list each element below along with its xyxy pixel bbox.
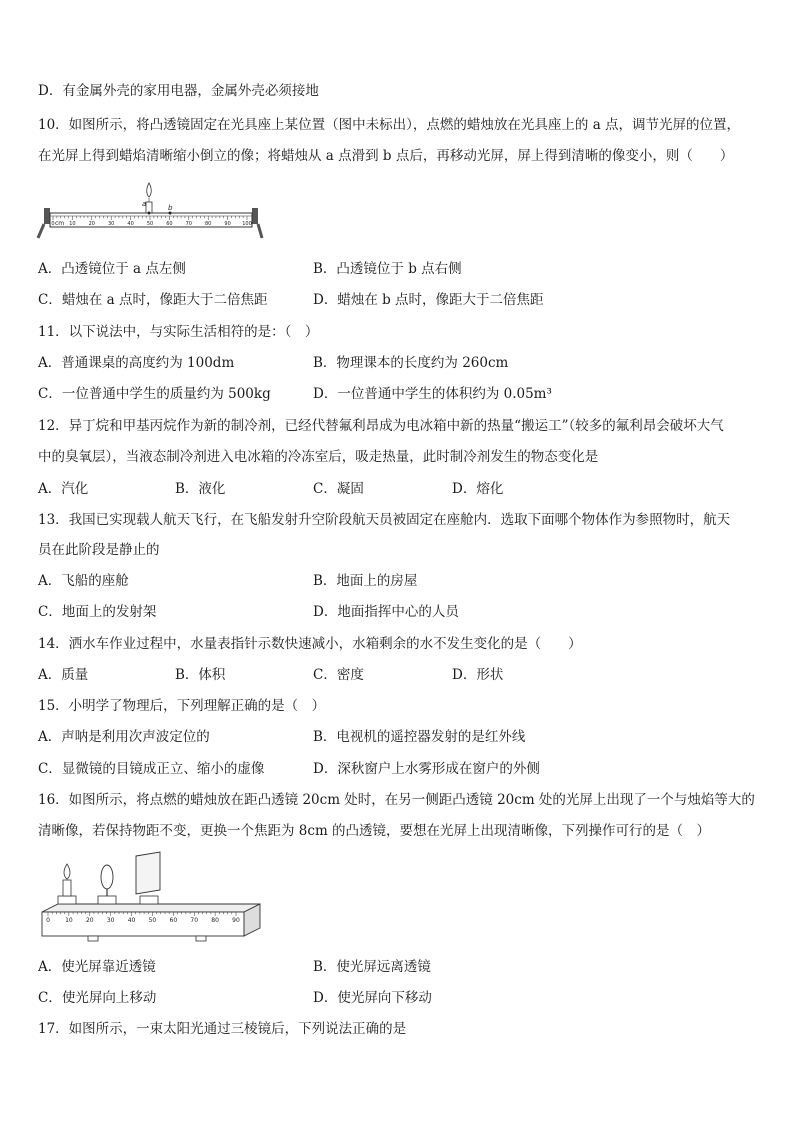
q13-option-c[interactable]: C．地面上的发射架 [38,604,157,620]
q15-option-a[interactable]: A．声呐是利用次声波定位的 [38,729,210,745]
ruler-tick-label: 70 [190,917,199,924]
q10-option-c[interactable]: C．蜡烛在 a 点时，像距大于二倍焦距 [38,292,268,308]
q15-option-b[interactable]: B．电视机的遥控器发射的是红外线 [313,729,526,745]
ruler-tick-label: 20 [88,221,95,227]
ruler-tick-label: 70 [185,221,192,227]
q17-stem: 17．如图所示，一束太阳光通过三棱镜后，下列说法正确的是 [38,1021,407,1037]
ruler-tick-label: 60 [169,917,178,924]
ruler-tick-label: 40 [127,917,136,924]
ruler-tick-label: 10 [69,221,76,227]
q12-stem-line1: 12．异丁烷和甲基丙烷作为新的制冷剂，已经代替氟利昂成为电冰箱中新的热量“搬运工”（较多的氟利昂会破坏大气 [38,418,724,434]
ruler-tick-label: 30 [108,221,115,227]
q10-option-a[interactable]: A．凸透镜位于 a 点左侧 [38,261,186,277]
q14-stem: 14．洒水车作业过程中，水量表指针示数快速减小，水箱剩余的水不发生变化的是（ ） [38,636,582,652]
ruler-tick-label: 50 [148,917,157,924]
q10-option-d[interactable]: D．蜡烛在 b 点时，像距大于二倍焦距 [313,292,544,308]
q15-stem: 15．小明学了物理后，下列理解正确的是（ ） [38,698,326,714]
q14-option-c[interactable]: C．密度 [313,667,364,683]
q16-option-c[interactable]: C．使光屏向上移动 [38,990,157,1006]
ruler-tick-label: 90 [224,221,231,227]
q16-option-d[interactable]: D．使光屏向下移动 [313,990,432,1006]
q10-point-a-label: a [142,200,147,208]
convex-lens-icon [98,865,116,904]
ruler-tick-label: 20 [85,917,94,924]
q9-option-d: D．有金属外壳的家用电器，金属外壳必须接地 [38,83,319,99]
q14-option-d[interactable]: D．形状 [452,667,504,683]
q15-option-d[interactable]: D．深秋窗户上水雾形成在窗户的外侧 [313,761,540,777]
q16-stem-line2: 清晰像，若保持物距不变，更换一个焦距为 8cm 的凸透镜，要想在光屏上出现清晰像，下列操作可行的是（ ） [38,823,711,839]
q13-option-a[interactable]: A．飞船的座舱 [38,573,129,589]
ruler-tick-label: 30 [106,917,115,924]
q11-option-c[interactable]: C．一位普通中学生的质量约为 500kg [38,386,271,402]
q14-option-b[interactable]: B．体积 [175,667,226,683]
q11-option-b[interactable]: B．物理课本的长度约为 260cm [313,355,509,371]
q13-stem-line2: 员在此阶段是静止的 [38,542,160,558]
q16-stem-line1: 16．如图所示，将点燃的蜡烛放在距凸透镜 20cm 处时，在另一侧距凸透镜 20cm 处的光屏上出现了一个与烛焰等大的 [38,792,755,808]
q10-optical-bench-figure [36,175,264,243]
q15-option-c[interactable]: C．显微镜的目镜成正立、缩小的虚像 [38,761,265,777]
light-screen-icon [136,852,160,904]
ruler-tick-label: 80 [211,917,219,924]
q10-point-b [169,212,172,215]
q16-option-a[interactable]: A．使光屏靠近透镜 [38,959,156,975]
q12-stem-line2: 中的臭氧层），当液态制冷剂进入电冰箱的冷冻室后，吸走热量，此时制冷剂发生的物态变化是 [38,449,599,465]
q10-option-b[interactable]: B．凸透镜位于 b 点右侧 [313,261,462,277]
q14-option-a[interactable]: A．质量 [38,667,89,683]
q11-option-a[interactable]: A．普通课桌的高度约为 100dm [38,355,235,371]
ruler-tick-label: 100 [242,221,252,227]
q16-option-b[interactable]: B．使光屏远离透镜 [313,959,431,975]
q10-stem-line2: 在光屏上得到蜡焰清晰缩小倒立的像；将蜡烛从 a 点滑到 b 点后，再移动光屏，屏上得到清晰的像变小，则（ ） [38,148,734,164]
q16-bench-front [42,912,244,936]
q12-option-b[interactable]: B．液化 [175,481,226,497]
ruler-tick-label: 50 [146,221,154,227]
ruler-tick-label: 0 [46,917,50,924]
q10-unit-label: cm [55,220,65,227]
q10-point-b-label: b [168,204,173,212]
candle-icon [146,183,152,213]
q12-option-c[interactable]: C．凝固 [313,481,364,497]
q12-option-a[interactable]: A．汽化 [38,481,89,497]
q13-option-d[interactable]: D．地面指挥中心的人员 [313,604,459,620]
q12-option-d[interactable]: D．熔化 [452,481,504,497]
q10-stem-line1: 10．如图所示，将凸透镜固定在光具座上某位置（图中未标出），点燃的蜡烛放在光具座上的 a 点，调节光屏的位置， [38,117,741,133]
ruler-tick-label: 10 [65,917,73,924]
ruler-tick-label: 60 [166,221,173,227]
left-clamp-icon [38,208,50,238]
q11-option-d[interactable]: D．一位普通中学生的体积约为 0.05m³ [313,386,552,402]
q13-option-b[interactable]: B．地面上的房屋 [313,573,418,589]
q16-optical-bench-figure [36,850,266,946]
q13-stem-line1: 13．我国已实现载人航天飞行，在飞船发射升空阶段航天员被固定在座舱内．选取下面哪个物体作为参照物时，航天 [38,512,731,528]
ruler-tick-label: 40 [127,221,134,227]
ruler-tick-label: 90 [232,917,240,924]
right-clamp-icon [252,208,262,238]
candle-icon [58,864,76,904]
ruler-tick-label: 80 [205,221,212,227]
q11-stem: 11．以下说法中，与实际生活相符的是：（ ） [38,324,319,340]
ruler-tick-label: 0 [51,221,55,227]
q10-point-a [148,212,151,215]
